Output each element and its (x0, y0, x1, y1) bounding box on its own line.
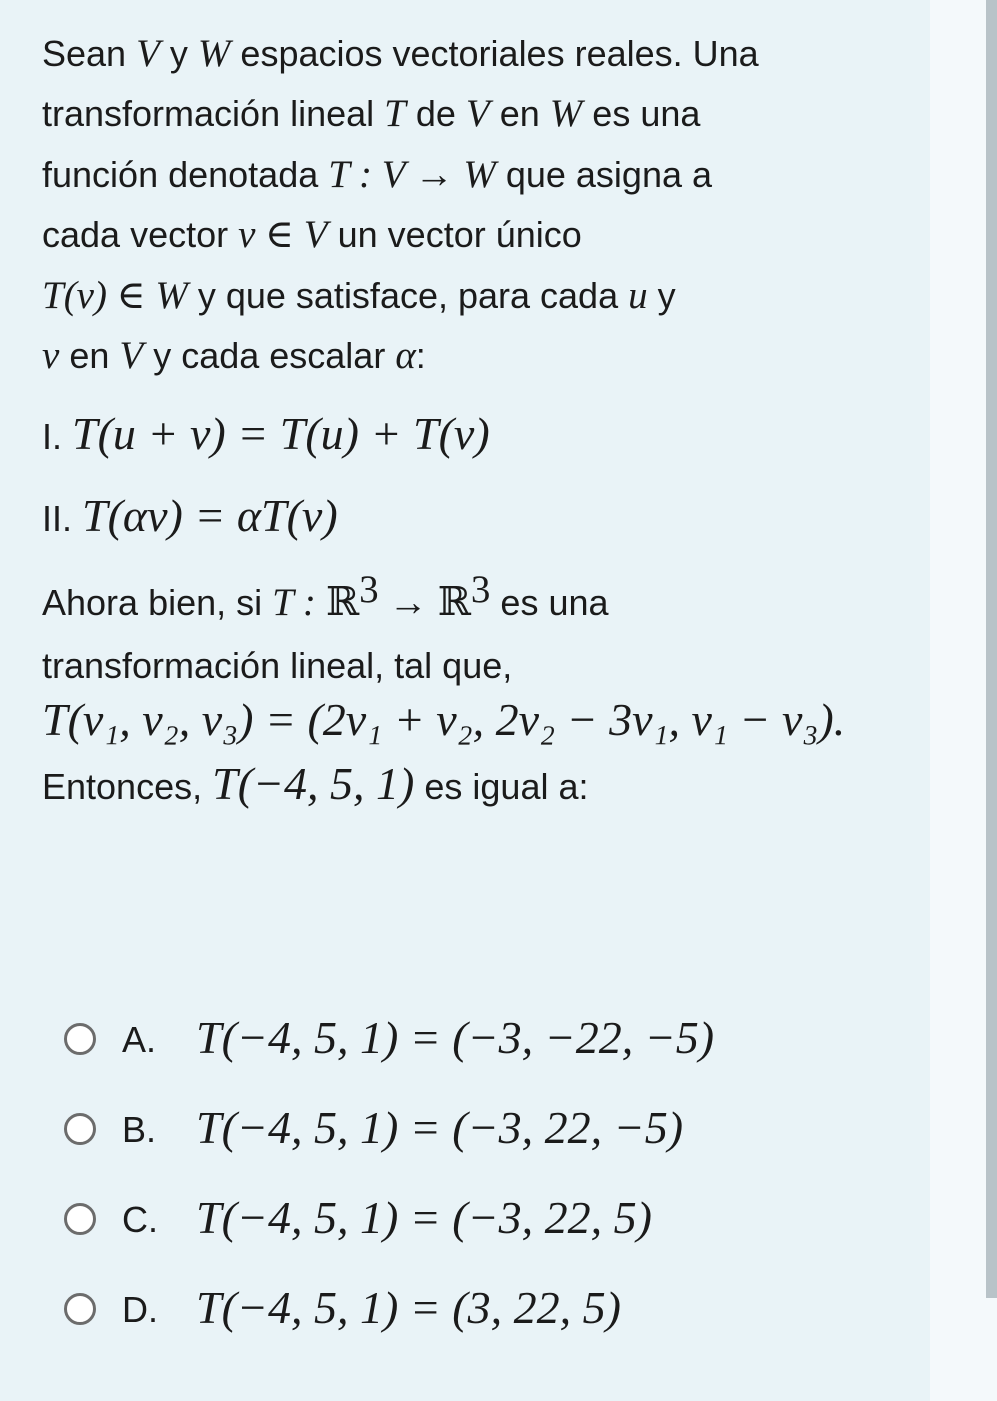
math-map-definition: T : V → W (328, 153, 496, 196)
option-b-formula: T(−4, 5, 1) = (−3, 22, −5) (196, 1102, 684, 1153)
property-2-label: II. (42, 498, 73, 539)
var-T: T : (272, 581, 316, 624)
var-v: v (42, 334, 60, 377)
math-Tv-in-W: T(v) ∈ W (42, 274, 188, 317)
question-line-2: transformación lineal T de V en W es una (42, 92, 701, 135)
exponent: 3 (470, 568, 491, 611)
var-V: V (465, 92, 490, 135)
option-c-letter: C. (122, 1199, 158, 1240)
question-line-6: v en V y cada escalar α: (42, 334, 426, 377)
question-line-3: función denotada T : V → W que asigna a (42, 153, 713, 196)
property-1-label: I. (42, 416, 63, 457)
real-numbers-symbol: ℝ (437, 579, 471, 625)
option-d-letter: D. (122, 1289, 158, 1330)
radio-button-a[interactable] (64, 1023, 96, 1055)
exponent: 3 (359, 568, 379, 611)
arrow-symbol: → (388, 581, 428, 624)
property-2-formula: T(αv) = αT(v) (82, 490, 338, 541)
var-T: T (384, 92, 406, 135)
option-b-letter: B. (122, 1109, 157, 1150)
var-W: W (549, 92, 583, 135)
scrollbar[interactable] (986, 0, 997, 1298)
math-v-in-V: v ∈ V (238, 213, 328, 256)
question-line-7: Ahora bien, si T : ℝ$^3$ → ℝ$^3$ es una (42, 568, 609, 625)
var-W: W (197, 32, 231, 75)
property-1-formula: T(u + v) = T(u) + T(v) (72, 408, 490, 459)
var-V: V (119, 334, 144, 377)
radio-button-b[interactable] (64, 1113, 96, 1145)
real-numbers-symbol: ℝ (325, 579, 360, 625)
option-d-formula: T(−4, 5, 1) = (3, 22, 5) (196, 1282, 621, 1333)
math-T-of-vector: T(−4, 5, 1) (212, 758, 415, 809)
option-c-formula: T(−4, 5, 1) = (−3, 22, 5) (196, 1192, 652, 1243)
property-1 (42, 408, 490, 459)
question-line-5: T(v) ∈ W y que satisface, para cada u y (42, 274, 676, 317)
transformation-formula (42, 694, 846, 745)
transformation-definition: T(v₁, v₂, v₃) = (2v₁ + v₂, 2v₂ − 3v₁, v₁ − v₃). (42, 694, 846, 745)
property-2 (42, 490, 338, 541)
radio-button-d[interactable] (64, 1293, 96, 1325)
question-line-10: Entonces, T(−4, 5, 1) es igual a: (42, 758, 589, 809)
option-a-formula: T(−4, 5, 1) = (−3, −22, −5) (196, 1012, 715, 1063)
radio-button-c[interactable] (64, 1203, 96, 1235)
option-a-letter: A. (122, 1019, 157, 1060)
var-V: V (136, 32, 160, 75)
question-line-4: cada vector v ∈ V un vector único (42, 213, 582, 256)
question-line-1: Sean V y W espacios vectoriales reales. Una (42, 32, 759, 75)
var-alpha: α (395, 334, 416, 377)
var-u: u (628, 274, 648, 317)
question-line-8: transformación lineal, tal que, (42, 645, 513, 686)
